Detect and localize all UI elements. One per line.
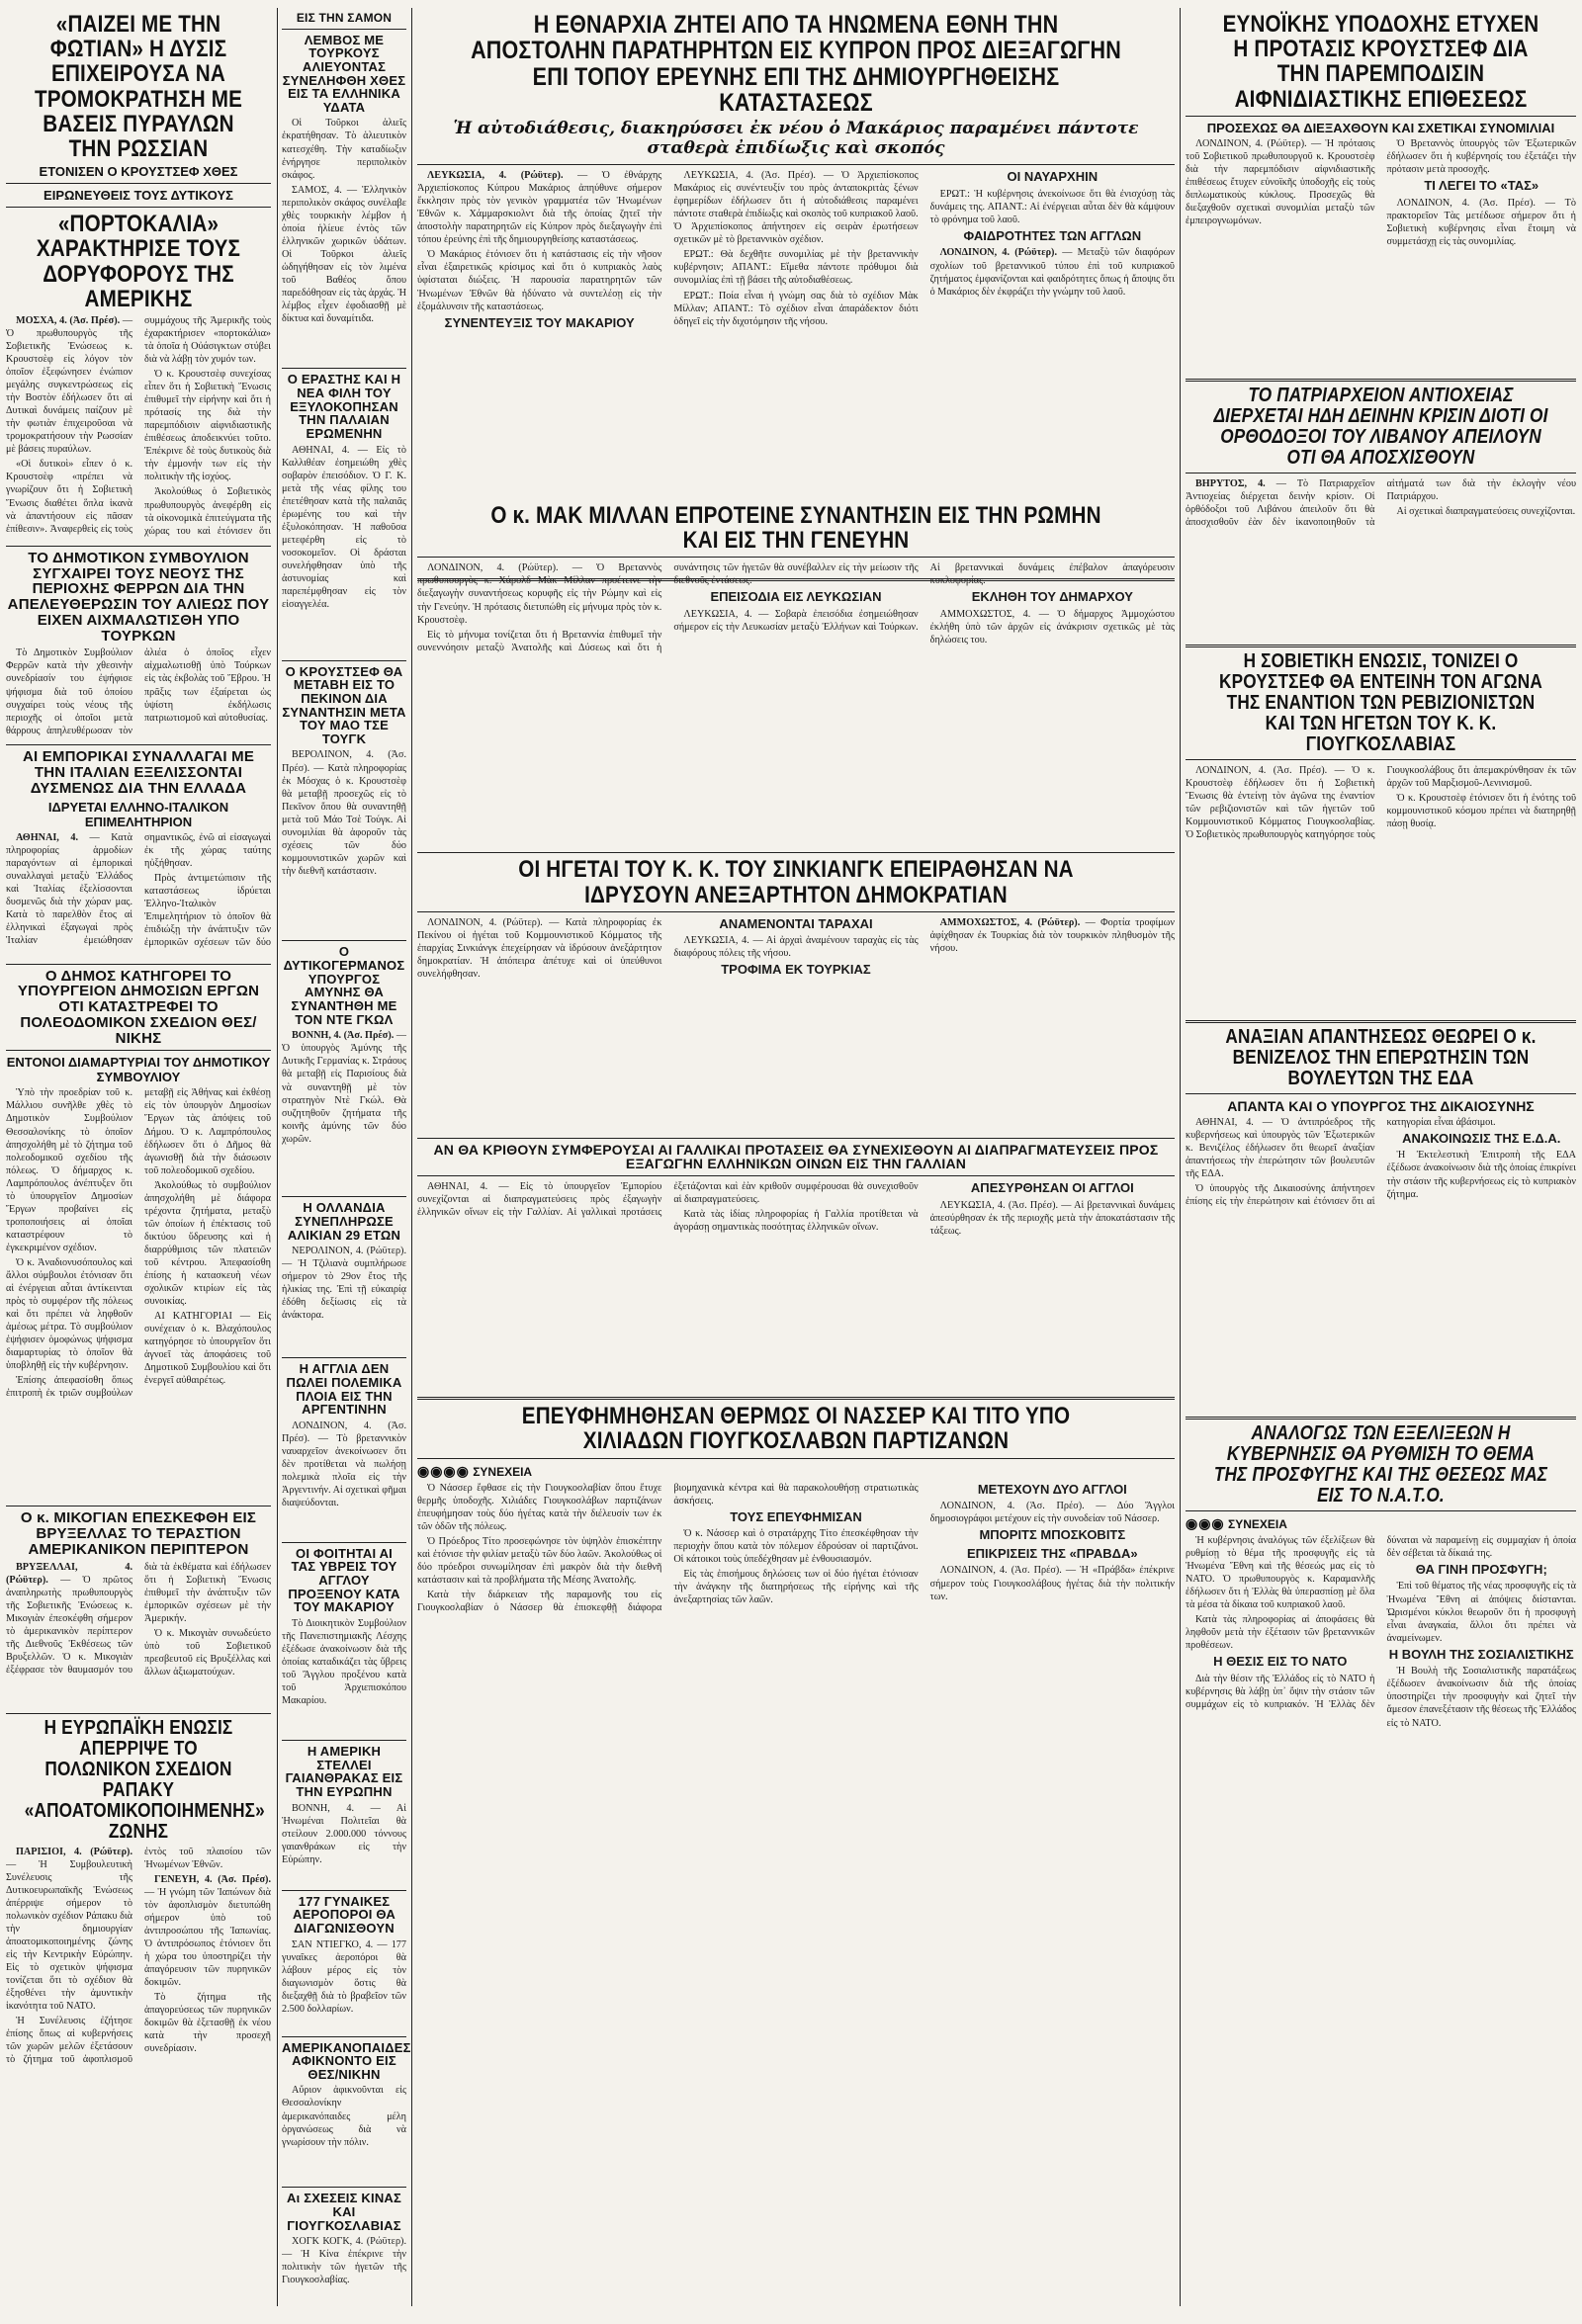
dateline: ΒΟΝΝΗ, 4. (Ἀσ. Πρέσ). [292,1030,395,1042]
column-rule [1180,8,1181,2306]
headline-khrushchev-proposal: ΕΥΝΟΪΚΗΣ ΥΠΟΔΟΧΗΣ ΕΤΥΧΕΝ Η ΠΡΟΤΑΣΙΣ ΚΡΟΥΣΤΣΕΦ ΔΙΑ ΤΗΝ ΠΑΡΕΜΠΟΔΙΣΙΝ ΑΙΦΝΙΔΙΑΣΤΙΚΗΣ ΕΠΙΘΕΣΕΩΣ [1222,11,1539,113]
lead-italic: Ἡ αὐτοδιάθεσις, διακηρύσσει ἐκ νέου ὁ Μακάριος παραμένει πάντοτε σταθερὰ ἐπιδίωξις καὶ σκοπός [453,119,1139,158]
headline-ethnarchy: Η ΕΘΝΑΡΧΙΑ ΖΗΤΕΙ ΑΠΟ ΤΑ ΗΝΩΜΕΝΑ ΕΘΝΗ ΤΗΝ ΑΠΟΣΤΟΛΗΝ ΠΑΡΑΤΗΡΗΤΩΝ ΕΙΣ ΚΥΠΡΟΝ ΠΡΟΣ ΔΙΕΞΑΓΩΓΗΝ ΕΠΙ ΤΟΠΟΥ ΕΡΕΥΝΗΣ ΕΠΙ ΤΗΣ ΔΗΜΙΟΥΡΓΗΘΕΙΣΗΣ ΚΑΤΑΣΤΑΣΕΩΣ [471,11,1121,117]
subhead-socialist: Η ΒΟΥΛΗ ΤΗΣ ΣΟΣΙΑΛΙΣΤΙΚΗΣ [1388,1646,1574,1662]
article-body: Οἱ Τοῦρκοι ἁλιεῖς ἐκρατήθησαν. Τὸ ἁλιευτικὸν κατεσχέθη. Τὴν καταδίωξιν ἐνήργησε περιπολικὸν σκάφος. ΣΑΜΟΣ, 4. — Ἑλληνικὸν περιπολικὸν σκάφος συνέλαβε χθὲς τουρκικὴν λέμβον ἡ ὁποία ἡλίευε ἐντὸς τῶν ἑλληνικῶν χωρικῶν ὑδάτων. Οἱ Τοῦρκοι ἁλιεῖς ὡδηγήθησαν εἰς τὸν λιμένα τοῦ Βαθέος ὅπου παρεδόθησαν εἰς τὰς ἀρχάς. Ἡ λέμβος εἶχεν ἐφοδιασθῇ μὲ δίκτυα καὶ δυναμίτιδα. [282,118,406,325]
article-body: ΑΘΗΝΑΙ, 4. — Εἰς τὸ Καλλιθέαν ἐσημειώθη χθὲς σοβαρὸν ἐπεισόδιον. Ὁ Γ. Κ. μετὰ τῆς νέας φίλης του ἐπετέθησαν κατὰ τῆς παλαιᾶς ἐρωμένης του καὶ τὴν ἐξυλοκόπησαν. Ἡ παθοῦσα μετεφέρθη εἰς τὸ νοσοκομεῖον. Οἱ δράσται συνελήφθησαν ὑπὸ τῆς ἀστυνομίας καὶ παρεπέμφθησαν εἰς τὸν εἰσαγγελέα. [282,444,406,611]
headline-municipal: ΤΟ ΔΗΜΟΤΙΚΟΝ ΣΥΜΒΟΥΛΙΟΝ ΣΥΓΧΑΙΡΕΙ ΤΟΥΣ ΝΕΟΥΣ ΤΗΣ ΠΕΡΙΟΧΗΣ ΦΕΡΡΩΝ ΔΙΑ ΤΗΝ ΑΠΕΛΕΥΘΕΡΩΣΙΝ ΤΟΥ ΑΛΙΕΩΣ ΠΟΥ ΕΙΧΕΝ ΑΙΧΜΑΛΩΤΙΣΘΗ ΥΠΟ ΤΟΥΡΚΩΝ [7,549,270,645]
article-body: Αὔριον ἀφικνοῦνται εἰς Θεσσαλονίκην ἀμερικανόπαιδες μέλη ὀργανώσεως διὰ νὰ γνωρίσουν τὴν πόλιν. [282,2085,406,2148]
headline-warships: Η ΑΓΓΛΙΑ ΔΕΝ ΠΩΛΕΙ ΠΟΛΕΜΙΚΑ ΠΛΟΙΑ ΕΙΣ ΤΗΝ ΑΡΓΕΝΤΙΝΗΝ [286,1361,402,1418]
kicker-samos: ΕΙΣ ΤΗΝ ΣΑΜΟΝ [296,11,393,25]
headline-patriarchate: ΤΟ ΠΑΤΡΙΑΡΧΕΙΟΝ ΑΝΤΙΟΧΕΙΑΣ ΔΙΕΡΧΕΤΑΙ ΗΔΗ ΔΕΙΝΗΝ ΚΡΙΣΙΝ ΔΙΟΤΙ ΟΙ ΟΡΘΟΔΟΞΟΙ ΤΟΥ ΛΙΒΑΝΟΥ ΑΠΕΙΛΟΥΝ ΟΤΙ ΘΑ ΑΠΟΣΧΙΣΘΟΥΝ [1213,384,1548,469]
dateline: ΑΘΗΝΑΙ, 4. [16,831,79,843]
column-b [282,8,411,2324]
headline-wines: ΑΝ ΘΑ ΚΡΙΘΟΥΝ ΣΥΜΦΕΡΟΥΣΑΙ ΑΙ ΓΑΛΛΙΚΑΙ ΠΡΟΤΑΣΕΙΣ ΘΑ ΣΥΝΕΧΙΣΘΟΥΝ ΑΙ ΔΙΑΠΡΑΓΜΑΤΕΥΣΕΙΣ ΠΡΟΣ ΕΞΑΓΩΓΗΝ ΕΛΛΗΝΙΚΩΝ ΟΙΝΩΝ ΕΙΣ ΤΗΝ ΓΑΛΛΙΑΝ [433,1141,1159,1172]
column-rule [277,8,278,2306]
subhead-protests: ΕΝΤΟΝΟΙ ΔΙΑΜΑΡΤΥΡΙΑΙ ΤΟΥ ΔΗΜΟΤΙΚΟΥ ΣΥΜΒΟΥΛΙΟΥ [6,1055,271,1085]
subhead-recourse: ΘΑ ΓΙΝΗ ΠΡΟΣΦΥΓΗ; [1415,1561,1547,1577]
article-body: ΛΟΝΔΙΝΟΝ, 4. (Ἀσ. Πρέσ). — Ὁ κ. Κρουστσὲφ ἐδήλωσεν ὅτι ἡ Σοβιετικὴ Ἕνωσις θὰ ἐντείνῃ τὸν ἀγῶνα της ἐναντίον τῶν ρεβιζιονιστῶν καὶ τῶν ἡγετῶν τοῦ Κομμουνιστικοῦ Κόμματος Γιουγκοσλαβίας. Ὁ Σοβιετικὸς πρωθυπουργὸς κατηγόρησε τοὺς Γιουγκοσλάβους ὅτι ἀπεμακρύνθησαν ἐκ τῶν ἀρχῶν τοῦ Μαρξισμοῦ-Λενινισμοῦ. Ὁ κ. Κρουστσὲφ ἐτόνισεν ὅτι ἡ ἑνότης τοῦ κομμουνιστικοῦ κόσμου πρέπει νὰ διατηρηθῇ πάσῃ θυσίᾳ. [1186,764,1576,840]
headline-american-kids: ΑΜΕΡΙΚΑΝΟΠΑΙΔΕΣ ΑΦΙΚΝΟΝΤΟ ΕΙΣ ΘΕΣ/ΝΙΚΗΝ [282,2039,411,2082]
headline-italy-trade: ΑΙ ΕΜΠΟΡΙΚΑΙ ΣΥΝΑΛΛΑΓΑΙ ΜΕ ΤΗΝ ΙΤΑΛΙΑΝ ΕΞΕΛΙΣΣΟΝΤΑΙ ΔΥΣΜΕΝΩΣ ΔΙΑ ΤΗΝ ΕΛΛΑΔΑ [22,748,255,797]
subhead-justice: ΑΠΑΝΤΑ ΚΑΙ Ο ΥΠΟΥΡΓΟΣ ΤΗΣ ΔΙΚΑΙΟΣΥΝΗΣ [1227,1097,1535,1114]
article-body: ΜΟΣΧΑ, 4. (Ἀσ. Πρέσ). — Ὁ πρωθυπουργὸς τῆς Σοβιετικῆς Ἑνώσεως κ. Κρουστσὲφ εἰς λόγον τὸν ὁποῖον ἐξεφώνησεν ἐνώπιον μεγάλης συγκεντρώσεως εἰς τὴν Βοστὸν ἐδήλωσεν ὅτι αἱ Δυτικαὶ δυνάμεις παίζουν μὲ τὴν φωτιὰν ἐπιχειροῦσαι νὰ τρομοκρατήσουν τὴν Ρωσσίαν μὲ βάσεις πυραύλων. «Οἱ δυτικοὶ» εἶπεν ὁ κ. Κρουστσὲφ «πρέπει νὰ γνωρίζουν ὅτι ἡ Σοβιετικὴ Ἕνωσις διαθέτει ὅπλα ἱκανὰ νὰ ἀπαντήσουν εἰς πᾶσαν ἐπίθεσιν». Ἀναφερθεὶς εἰς τοὺς συμμάχους τῆς Ἀμερικῆς τοὺς ἐχαρακτήρισεν «πορτοκάλια» τὰ ὁποῖα ἡ Οὐάσιγκτων στύβει διὰ νὰ λάβῃ τὸν χυμόν των. Ὁ κ. Κρουστσὲφ συνεχίσας εἶπεν ὅτι ἡ Σοβιετικὴ Ἕνωσις ἐπιθυμεῖ τὴν εἰρήνην καὶ ὅτι ἡ πρότασίς της διὰ τὴν παρεμπόδισιν αἰφνιδιαστικῆς ἐπιθέσεως ἀποδεικνύει τοῦτο. Ἐπέκρινε δὲ τοὺς δυτικοὺς διὰ τὴν ἐμμονήν των εἰς τὴν πολιτικὴν τῆς ἰσχύος. Ἀκολούθως ὁ Σοβιετικὸς πρωθυπουργὸς ἀνεφέρθη εἰς τὰ οἰκονομικὰ ἐπιτεύγματα τῆς χώρας του καὶ ἐτόνισεν ὅτι [6,314,271,537]
headline-nato: ΑΝΑΛΟΓΩΣ ΤΩΝ ΕΞΕΛΙΞΕΩΝ Η ΚΥΒΕΡΝΗΣΙΣ ΘΑ ΡΥΘΜΙΣΗ ΤΟ ΘΕΜΑ ΤΗΣ ΠΡΟΣΦΥΓΗΣ ΚΑΙ ΤΗΣ ΘΕΣΕΩΣ ΜΑΣ ΕΙΣ ΤΟ Ν.Α.Τ.Ο. [1213,1421,1548,1506]
subhead-two-english: ΜΕΤΕΧΟΥΝ ΔΥΟ ΑΓΓΛΟΙ [977,1481,1127,1497]
article-body: ΛΟΝΔΙΝΟΝ, 4. (Ρώϋτερ). — Κατὰ πληροφορίας ἐκ Πεκίνου οἱ ἡγέται τοῦ Κομμουνιστικοῦ Κόμματος τῆς ἐπαρχίας Σινκιάνγκ ἐπεχείρησαν νὰ ἱδρύσουν ἀνεξάρτητον δημοκρατίαν. Ἡ ἀπόπειρα ἀπέτυχε καὶ οἱ ὑπεύθυνοι συνελήφθησαν. ΑΝΑΜΕΝΟΝΤΑΙ ΤΑΡΑΧΑΙ ΛΕΥΚΩΣΙΑ, 4. — Αἱ ἀρχαὶ ἀναμένουν ταραχὰς εἰς τὰς διαφόρους πόλεις τῆς νήσου. ΤΡΟΦΙΜΑ ΕΚ ΤΟΥΡΚΙΑΣ ΑΜΜΟΧΩΣΤΟΣ, 4. (Ρώϋτερ). — Φορτία τροφίμων ἀφίχθησαν ἐκ Τουρκίας διὰ τὸν τουρκικὸν πληθυσμὸν τῆς νήσου. [417,915,1175,980]
dingbat-icon: ◉◉◉◉ [417,1462,470,1479]
headline-defence-minister: Ο ΔΥΤΙΚΟΓΕΡΜΑΝΟΣ ΥΠΟΥΡΓΟΣ ΑΜΥΝΗΣ ΘΑ ΣΥΝΑΝΤΗΘΗ ΜΕ ΤΟΝ ΝΤΕ ΓΚΩΛ [283,944,405,1027]
headline-china-yugoslavia: Αι ΣΧΕΣΕΙΣ ΚΙΝΑΣ ΚΑΙ ΓΙΟΥΓΚΟΣΛΑΒΙΑΣ [286,2191,402,2233]
continuation-text: ΣΥΝΕΧΕΙΑ [1228,1516,1287,1531]
column-a [6,8,271,2122]
subhead-tass: ΤΙ ΛΕΓΕΙ ΤΟ «ΤΑΣ» [1424,177,1539,193]
headline-nasser-tito: ΕΠΕΥΦΗΜΗΘΗΣΑΝ ΘΕΡΜΩΣ ΟΙ ΝΑΣΣΕΡ ΚΑΙ ΤΙΤΟ ΥΠΟ ΧΙΛΙΑΔΩΝ ΓΙΟΥΓΚΟΣΛΑΒΩΝ ΠΑΡΤΙΖΑΝΩΝ [521,1403,1071,1455]
subhead-incidents: ΕΠΕΙΣΟΔΙΑ ΕΙΣ ΛΕΥΚΩΣΙΑΝ [710,589,882,605]
headline-oranges: «ΠΟΡΤΟΚΑΛΙΑ» ΧΑΡΑΚΤΗΡΙΣΕ ΤΟΥΣ ΔΟΡΥΦΟΡΟΥΣ ΤΗΣ ΑΜΕΡΙΚΗΣ [36,211,241,312]
dingbat-icon: ◉◉◉ [1186,1514,1225,1531]
dateline: ΒΗΡΥΤΟΣ, 4. [1195,477,1266,489]
headline-aviators: 177 ΓΥΝΑΙΚΕΣ ΑΕΡΟΠΟΡΟΙ ΘΑ ΔΙΑΓΩΝΙΣΘΟΥΝ [293,1893,396,1936]
dateline: ΠΑΡΙΣΙΟΙ, 4. (Ρώϋτερ). [16,1846,132,1857]
article-body: ΛΟΝΔΙΝΟΝ, 4. (Ρώϋτερ). — Ὁ Βρεταννὸς πρωθυπουργὸς κ. Χάρολδ Μὰκ Μίλλαν προέτεινε τὴν διεξαγωγὴν συναντήσεως κορυφῆς εἰς τὴν Ρώμην καὶ εἰς τὴν Γενεύην. Ἡ πρότασις διετυπώθη εἰς μήνυμα πρὸς τὸν κ. Κρουστσὲφ. Εἰς τὸ μήνυμα τονίζεται ὅτι ἡ Βρεταννία ἐπιθυμεῖ τὴν συνεννόησιν μεταξὺ Ἀνατολῆς καὶ Δύσεως καὶ ὅτι ἡ συνάντησις τῶν ἡγετῶν θὰ συνέβαλλεν εἰς τὴν μείωσιν τῆς διεθνοῦς ἐντάσεως. ΕΠΕΙΣΟΔΙΑ ΕΙΣ ΛΕΥΚΩΣΙΑΝ ΛΕΥΚΩΣΙΑ, 4. — Σοβαρὰ ἐπεισόδια ἐσημειώθησαν σήμερον εἰς τὴν Λευκωσίαν μεταξὺ Ἑλλήνων καὶ Τούρκων. Αἱ βρεταννικαὶ δυνάμεις ἐπέβαλον ἀπαγόρευσιν κυκλοφορίας. ΕΚΛΗΘΗ ΤΟΥ ΔΗΜΑΡΧΟΥ ΑΜΜΟΧΩΣΤΟΣ, 4. — Ὁ δήμαρχος Ἀμμοχώστου ἐκλήθη ὑπὸ τῶν ἀρχῶν εἰς ἀνάκρισιν σχετικῶς μὲ τὰς δηλώσεις του. [417,562,1175,653]
subhead-unrest: ΑΝΑΜΕΝΟΝΤΑΙ ΤΑΡΑΧΑΙ [719,915,873,931]
headline-holland: Η ΟΛΛΑΝΔΙΑ ΣΥΝΕΠΛΗΡΩΣΕ ΑΛΙΚΙΑΝ 29 ΕΤΩΝ [287,1200,401,1243]
continuation-label [417,1463,1175,1480]
headline-european-union: Η ΕΥΡΩΠΑΪΚΗ ΕΝΩΣΙΣ ΑΠΕΡΡΙΨΕ ΤΟ ΠΟΛΩΝΙΚΟΝ ΣΧΕΔΙΟΝ ΡΑΠΑΚΥ «ΑΠΟΑΤΟΜΙΚΟΠΟΙΗΜΕΝΗΣ» ΖΩΝΗΣ [24,1716,265,1843]
headline-lover: Ο ΕΡΑΣΤΗΣ ΚΑΙ Η ΝΕΑ ΦΙΛΗ ΤΟΥ ΕΞΥΛΟΚΟΠΗΣΑΝ ΤΗΝ ΠΑΛΑΙΑΝ ΕΡΩΜΕΝΗΝ [287,372,401,441]
article-body: ΒΟΝΝΗ, 4. (Ἀσ. Πρέσ). — Ὁ ὑπουργὸς Ἀμύνης τῆς Δυτικῆς Γερμανίας κ. Στράους θὰ μεταβῇ εἰς Παρισίους διὰ νὰ συναντηθῇ μὲ τὸν στρατηγὸν Ντὲ Γκώλ. Θὰ συζητηθοῦν ζητήματα τῆς κοινῆς ἀμύνης τῶν δύο χωρῶν. [282,1030,406,1145]
subhead-talks: ΠΡΟΣΕΧΩΣ ΘΑ ΔΙΕΞΑΧΘΟΥΝ ΚΑΙ ΣΧΕΤΙΚΑΙ ΣΥΝΟΜΙΛΙΑΙ [1206,120,1555,135]
article-body: ΣΑΝ ΝΤΙΕΓΚΟ, 4. — 177 γυναῖκες ἀεροπόροι θὰ λάβουν μέρος εἰς τὸν διαγωνισμὸν ὅστις θὰ διεξαχθῇ διὰ τὸ βραβεῖον τῶν 2.500 δολλαρίων. [282,1938,406,2015]
article-body: ΒΟΝΝΗ, 4. — Αἱ Ἡνωμέναι Πολιτεῖαι θὰ στείλουν 2.000.000 τόννους γαιανθράκων εἰς τὴν Εὐρώπην. [282,1802,406,1865]
dateline: ΑΜΜΟΧΩΣΤΟΣ, 4. (Ρώϋτερ). [939,916,1081,928]
subhead-boskovic: ΜΠΟΡΙΤΣ ΜΠΟΣΚΟΒΙΤΣ [979,1527,1126,1543]
continuation-label [1186,1515,1576,1532]
subhead-english: ΦΑΙΔΡΟΤΗΤΕΣ ΤΩΝ ΑΓΓΛΩΝ [963,227,1142,243]
subhead-mayor: ΕΚΛΗΘΗ ΤΟΥ ΔΗΜΑΡΧΟΥ [971,589,1133,605]
article-body: ΒΕΡΟΛΙΝΟΝ, 4. (Ἀσ. Πρέσ). — Κατὰ πληροφορίας ἐκ Μόσχας ὁ κ. Κρουστσὲφ θὰ μεταβῇ προσεχῶς εἰς τὸ Πεκῖνον ὅπου θὰ συναντηθῇ μετὰ τοῦ Μάο Τσὲ Τούγκ. Αἱ συνομιλίαι θὰ ἀφοροῦν τὰς σχέσεις τῶν δύο κομμουνιστικῶν χωρῶν καὶ τὴν διεθνῆ κατάστασιν. [282,749,406,877]
subhead-admiralty: ΟΙ ΝΑΥΑΡΧΗΙΝ [1007,169,1099,185]
headline-macmillan: Ο κ. ΜΑΚ ΜΙΛΛΑΝ ΕΠΡΟΤΕΙΝΕ ΣΥΝΑΝΤΗΣΙΝ ΕΙΣ ΤΗΝ ΡΩΜΗΝ ΚΑΙ ΕΙΣ ΤΗΝ ΓΕΝΕΥΗΝ [490,502,1101,555]
article-body: ΛΟΝΔΙΝΟΝ, 4. (Ρώϋτερ). — Ἡ πρότασις τοῦ Σοβιετικοῦ πρωθυπουργοῦ κ. Κρουστσὲφ διὰ τὴν παρεμπόδισιν αἰφνιδιαστικῆς ἐπιθέσεως ἔτυχεν εὐνοϊκῆς ὑποδοχῆς εἰς τοὺς διπλωματικοὺς κύκλους. Προσεχῶς θὰ διεξαχθοῦν σχετικαὶ συνομιλίαι μεταξὺ τῶν ἐμπειρογνωμόνων. Ὁ Βρεταννὸς ὑπουργὸς τῶν Ἐξωτερικῶν ἐδήλωσεν ὅτι ἡ κυβέρνησίς του ἐξετάζει τὴν πρότασιν μετὰ προσοχῆς. ΤΙ ΛΕΓΕΙ ΤΟ «ΤΑΣ» ΛΟΝΔΙΝΟΝ, 4. (Ἀσ. Πρέσ). — Τὸ πρακτορεῖον Τὰς μετέδωσε σήμερον ὅτι ἡ Σοβιετικὴ κυβέρνησις εἶναι ἕτοιμη νὰ συμμετάσχῃ εἰς τὰς συνομιλίας. [1186,137,1576,247]
subhead-interview: ΣΥΝΕΝΤΕΥΞΙΣ ΤΟΥ ΜΑΚΑΡΙΟΥ [444,314,635,330]
headline-soviet-union: Η ΣΟΒΙΕΤΙΚΗ ΕΝΩΣΙΣ, ΤΟΝΙΖΕΙ Ο ΚΡΟΥΣΤΣΕΦ ΘΑ ΕΝΤΕΙΝΗ ΤΟΝ ΑΓΩΝΑ ΤΗΣ ΕΝΑΝΤΙΟΝ ΤΩΝ ΡΕΒΙΖΙΟΝΙΣΤΩΝ ΚΑΙ ΤΩΝ ΗΓΕΤΩΝ ΤΟΥ Κ. Κ. ΓΙΟΥΓΚΟΣΛΑΒΙΑΣ [1219,649,1542,755]
article-body: ΑΘΗΝΑΙ, 4. — Ὁ ἀντιπρόεδρος τῆς κυβερνήσεως καὶ ὑπουργὸς τῶν Ἐξωτερικῶν κ. Βενιζέλος ἐδήλωσεν ὅτι θεωρεῖ ἀναξίαν ἀπαντήσεως τὴν ἐπερώτησιν τῶν βουλευτῶν τῆς ΕΔΑ. Ὁ ὑπουργὸς τῆς Δικαιοσύνης ἀπήντησεν ἐπίσης εἰς τὴν ἐπερώτησιν καὶ ἐτόνισεν ὅτι αἱ κατηγορίαι εἶναι ἀβάσιμοι. ΑΝΑΚΟΙΝΩΣΙΣ ΤΗΣ Ε.Δ.Α. Ἡ Ἐκτελεστικὴ Ἐπιτροπὴ τῆς ΕΔΑ ἐξέδωσε ἀνακοίνωσιν διὰ τῆς ὁποίας ἐπικρίνει τὴν στάσιν τῆς κυβερνήσεως εἰς τὸ κυπριακὸν ζήτημα. [1186,1116,1576,1208]
subhead-khrushchev: ΕΤΟΝΙΣΕΝ Ο ΚΡΟΥΣΤΣΕΦ ΧΘΕΣ [39,164,238,180]
subhead-chamber: ΙΔΡΥΕΤΑΙ ΕΛΛΗΝΟ-ΙΤΑΛΙΚΟΝ ΕΠΙΜΕΛΗΤΗΡΙΟΝ [47,799,229,829]
headline-public-works: Ο ΔΗΜΟΣ ΚΑΤΗΓΟΡΕΙ ΤΟ ΥΠΟΥΡΓΕΙΟΝ ΔΗΜΟΣΙΩΝ ΕΡΓΩΝ ΟΤΙ ΚΑΤΑΣΤΡΕΦΕΙ ΤΟ ΠΟΛΕΟΔΟΜΙΚΟΝ ΣΧΕΔΙΟΝ ΘΕΣ/ΝΙΚΗΣ [17,967,260,1047]
subhead-western: ΕΙΡΩΝΕΥΘΕΙΣ ΤΟΥΣ ΔΥΤΙΚΟΥΣ [44,188,233,204]
article-body: Ὁ Νάσσερ ἔφθασε εἰς τὴν Γιουγκοσλαβίαν ὅπου ἔτυχε θερμῆς ὑποδοχῆς. Χιλιάδες Γιουγκοσλάβων παρτιζάνων ἐπευφήμησαν τοὺς δύο ἡγέτας κατὰ τὴν διέλευσίν των ἐκ τῶν ὁδῶν τῆς πόλεως. Ὁ Πρόεδρος Τίτο προσεφώνησε τὸν ὑψηλὸν ἐπισκέπτην καὶ ἐτόνισε τὴν φιλίαν μεταξὺ τῶν δύο λαῶν. Ἀκολούθως οἱ δύο πρόεδροι συνωμίλησαν ἐπὶ μακρὸν διὰ τὴν διεθνῆ κατάστασιν καὶ τὰ προβλήματα τῆς Μέσης Ἀνατολῆς. Κατὰ τὴν διάρκειαν τῆς παραμονῆς του εἰς Γιουγκοσλαβίαν ὁ Νάσσερ θὰ ἐπισκεφθῇ διάφορα βιομηχανικὰ κέντρα καὶ θὰ παρακολουθήσῃ στρατιωτικὰς ἀσκήσεις. ΤΟΥΣ ΕΠΕΥΦΗΜΙΣΑΝ Ὁ κ. Νάσσερ καὶ ὁ στρατάρχης Τίτο ἐπεσκέφθησαν τὴν περιοχὴν ὅπου κατὰ τὸν πόλεμον ἐδρούσαν οἱ παρτιζάνοι. Οἱ κάτοικοι τοὺς ὑπεδέχθησαν μὲ ἐνθουσιασμόν. Εἰς τὰς ἐπισήμους δηλώσεις των οἱ δύο ἡγέται ἐτόνισαν τὴν ἀνάγκην τῆς διατηρήσεως τῆς εἰρήνης καὶ τῆς ἀνεξαρτησίας τῶν λαῶν. ΜΕΤΕΧΟΥΝ ΔΥΟ ΑΓΓΛΟΙ ΛΟΝΔΙΝΟΝ, 4. (Ἀσ. Πρέσ). — Δύο Ἄγγλοι δημοσιογράφοι μετέχουν εἰς τὴν συνοδείαν τοῦ Νάσσερ. ΜΠΟΡΙΤΣ ΜΠΟΣΚΟΒΙΤΣ ΕΠΙΚΡΙΣΕΙΣ ΤΗΣ «ΠΡΑΒΔΑ» ΛΟΝΔΙΝΟΝ, 4. (Ἀσ. Πρέσ). — Ἡ «Πράβδα» ἐπέκρινε σήμερον τοὺς Γιουγκοσλάβους ἡγέτας διὰ τὴν πολιτικήν των. [417,1481,1175,1613]
subhead-withdrew: ΑΠΕΣΥΡΘΗΣΑΝ ΟΙ ΑΓΓΛΟΙ [970,1180,1134,1196]
article-body: ΒΗΡΥΤΟΣ, 4. — Τὸ Πατριαρχεῖον Ἀντιοχείας διέρχεται δεινὴν κρίσιν. Οἱ ὀρθόδοξοι τοῦ Λιβάνου ἀπειλοῦν ὅτι θὰ ἀποσχισθοῦν ἐὰν δὲν ἱκανοποιηθοῦν τὰ αἰτήματά των διὰ τὴν ἐκλογὴν νέου Πατριάρχου. Αἱ σχετικαὶ διαπραγματεύσεις συνεχίζονται. [1186,477,1576,528]
headline-fire: «ΠΑΙΖΕΙ ΜΕ ΤΗΝ ΦΩΤΙΑΝ» Η ΔΥΣΙΣ ΕΠΙΧΕΙΡΟΥΣΑ ΝΑ ΤΡΟΜΟΚΡΑΤΗΣΗ ΜΕ ΒΑΣΕΙΣ ΠΥΡΑΥΛΩΝ ΤΗΝ ΡΩΣΣΙΑΝ [34,11,243,162]
article-body: Ἡ κυβέρνησις ἀναλόγως τῶν ἐξελίξεων θὰ ρυθμίσῃ τὸ θέμα τῆς προσφυγῆς εἰς τὰ Ἡνωμένα Ἔθνη καὶ τῆς θέσεώς μας εἰς τὸ ΝΑΤΟ. Ὁ πρωθυπουργὸς κ. Καραμανλῆς ἐδήλωσεν ὅτι ἡ Ἑλλὰς θὰ ὑπερασπίσῃ μὲ ὅλα τὰ μέσα τὰ δίκαια τοῦ κυπριακοῦ λαοῦ. Κατὰ τὰς πληροφορίας αἱ ἀποφάσεις θὰ ληφθοῦν μετὰ τὴν ἐξέτασιν τῶν βρεταννικῶν προθέσεων. Η ΘΕΣΙΣ ΕΙΣ ΤΟ ΝΑΤΟ Διὰ τὴν θέσιν τῆς Ἑλλάδος εἰς τὸ ΝΑΤΟ ἡ κυβέρνησις θὰ λάβῃ ὑπ᾿ ὄψιν τὴν στάσιν τῶν συμμάχων εἰς τὸ κυπριακόν. Ἡ Ἑλλὰς δὲν δύναται νὰ παραμείνῃ εἰς συμμαχίαν ἡ ὁποία δὲν σέβεται τὰ δίκαιά της. ΘΑ ΓΙΝΗ ΠΡΟΣΦΥΓΗ; Ἐπὶ τοῦ θέματος τῆς νέας προσφυγῆς εἰς τὰ Ἡνωμένα Ἔθνη αἱ ἀπόψεις διίστανται. Ὡρισμένοι κύκλοι θεωροῦν ὅτι ἡ προσφυγὴ εἶναι ἀναγκαία, ἄλλοι ὅτι πρέπει νὰ ἀναμείνωμεν. Η ΒΟΥΛΗ ΤΗΣ ΣΟΣΙΑΛΙΣΤΙΚΗΣ Ἡ Βουλὴ τῆς Σοσιαλιστικῆς παρατάξεως ἐξέδωσεν ἀνακοίνωσιν διὰ τῆς ὁποίας ὑποστηρίζει τὴν προσφυγὴν καὶ ζητεῖ τὴν ἄμεσον ἐπανεξέτασιν τῆς θέσεως τῆς Ἑλλάδος εἰς τὸ ΝΑΤΟ. [1186,1534,1576,1729]
subhead-eda: ΑΝΑΚΟΙΝΩΣΙΣ ΤΗΣ Ε.Δ.Α. [1402,1130,1561,1146]
article-body: ΛΟΝΔΙΝΟΝ, 4. (Ἀσ. Πρέσ). — Τὸ βρεταννικὸν ναυαρχεῖον ἀνεκοίνωσεν ὅτι δὲν προτίθεται νὰ πωλήσῃ πολεμικὰ πλοῖα εἰς τὴν Ἀργεντινήν. Αἱ σχετικαὶ φῆμαι διαψεύδονται. [282,1420,406,1509]
article-body: ΛΕΥΚΩΣΙΑ, 4. (Ρώϋτερ). — Ὁ ἐθνάρχης Ἀρχιεπίσκοπος Κύπρου Μακάριος ἀπηύθυνε σήμερον ἔκκλησιν πρὸς τὸν γενικὸν γραμματέα τῶν Ἡνωμένων Ἐθνῶν κ. Χάμμαρσκιολντ διὰ τῆς ὁποίας ζητεῖ τὴν ἀποστολὴν παρατηρητῶν εἰς Κύπρον πρὸς διεξαγωγὴν ἐπὶ τόπου ἐρεύνης ἐπὶ τῆς δημιουργηθείσης καταστάσεως. Ὁ Μακάριος ἐτόνισεν ὅτι ἡ κατάστασις εἰς τὴν νῆσον εἶναι ἐξαιρετικῶς κρίσιμος καὶ ὅτι ὁ κυπριακὸς λαὸς ὑφίσταται διώξεις. Ἡ παρουσία παρατηρητῶν τῶν Ἡνωμένων Ἐθνῶν θὰ ἠδύνατο νὰ συντελέσῃ εἰς τὴν ἐξομάλυνσιν τῆς καταστάσεως. ΣΥΝΕΝΤΕΥΞΙΣ ΤΟΥ ΜΑΚΑΡΙΟΥ ΛΕΥΚΩΣΙΑ, 4. (Ἀσ. Πρέσ). — Ὁ Ἀρχιεπίσκοπος Μακάριος εἰς συνέντευξίν του πρὸς ἀνταποκριτὰς ξένων ἐφημερίδων ἐδήλωσεν ὅτι ἡ αὐτοδιάθεσις παραμένει πάντοτε σταθερὰ ἐπιδίωξις καὶ σκοπὸς τοῦ κυπριακοῦ λαοῦ. Ὁ Ἀρχιεπίσκοπος ἀπήντησεν εἰς σειρὰν ἐρωτήσεων σχετικῶν μὲ τὸ βρεταννικὸν σχέδιον. ΕΡΩΤ.: Θὰ δεχθῆτε συνομιλίας μὲ τὴν βρεταννικὴν κυβέρνησιν; ΑΠΑΝΤ.: Εἴμεθα πάντοτε πρόθυμοι διὰ συνομιλίας ἐπὶ τῇ βάσει τῆς αὐτοδιαθέσεως. ΕΡΩΤ.: Ποία εἶναι ἡ γνώμη σας διὰ τὸ σχέδιον Μὰκ Μίλλαν; ΑΠΑΝΤ.: Τὸ σχέδιον εἶναι ἀπαράδεκτον διότι ὁδηγεῖ εἰς τὴν διχοτόμησιν τῆς νήσου. ΟΙ ΝΑΥΑΡΧΗΙΝ ΕΡΩΤ.: Ἡ κυβέρνησις ἀνεκοίνωσε ὅτι θὰ ἐνισχύσῃ τὰς δυνάμεις της. ΑΠΑΝΤ.: Αἱ ἐνέργειαι αὗται δὲν θὰ κάμψουν τὸ φρόνημα τοῦ λαοῦ. ΦΑΙΔΡΟΤΗΤΕΣ ΤΩΝ ΑΓΓΛΩΝ ΛΟΝΔΙΝΟΝ, 4. (Ρώϋτερ). — Μεταξὺ τῶν διαφόρων σχολίων τοῦ βρεταννικοῦ τύπου ἐπὶ τοῦ κυπριακοῦ ζητήματος ἐμφανίζονται καὶ φαιδρότητες ὅπως ἡ ἄποψις ὅτι ὁ Μακάριος δὲν ἐκφράζει τὴν γνώμην τοῦ λαοῦ. [417,169,1175,330]
center-section [417,499,1175,2060]
article-body: ΑΘΗΝΑΙ, 4. — Κατὰ πληροφορίας ἁρμοδίων παραγόντων αἱ ἐμπορικαὶ συναλλαγαὶ μεταξὺ Ἑλλάδος καὶ Ἰταλίας ἐξελίσσονται δυσμενῶς διὰ τὴν χώραν μας. Κατὰ τὸ παρελθὸν ἔτος αἱ ἑλληνικαὶ ἐξαγωγαὶ πρὸς Ἰταλίαν ἐμειώθησαν σημαντικῶς, ἐνῶ αἱ εἰσαγωγαὶ ἐκ τῆς χώρας ταύτης ηὐξήθησαν. Πρὸς ἀντιμετώπισιν τῆς καταστάσεως ἱδρύεται Ἑλληνο-Ἰταλικὸν Ἐπιμελητήριον τὸ ὁποῖον θὰ ἐπιδιώξῃ τὴν ἀνάπτυξιν τῶν ἐμπορικῶν σχέσεων τῶν δύο [6,831,271,948]
headline-boat: ΛΕΜΒΟΣ ΜΕ ΤΟΥΡΚΟΥΣ ΑΛΙΕΥΟΝΤΑΣ ΣΥΝΕΛΗΦΘΗ ΧΘΕΣ ΕΙΣ ΤΑ ΕΛΛΗΝΙΚΑ ΥΔΑΤΑ [282,32,406,115]
continuation-text: ΣΥΝΕΧΕΙΑ [473,1464,533,1479]
article-body: Τὸ Διοικητικὸν Συμβούλιον τῆς Πανεπιστημιακῆς Λέσχης ἐξέδωσε ἀνακοίνωσιν διὰ τῆς ὁποίας καταδικάζει τὰς ὕβρεις τοῦ Ἄγγλου προξένου κατὰ τοῦ Ἀρχιεπισκόπου Μακαρίου. [282,1618,406,1707]
article-body: Τὸ Δημοτικὸν Συμβούλιον Φερρῶν κατὰ τὴν χθεσινὴν συνεδρίασίν του ἐψήφισε ψήφισμα διὰ τοῦ ὁποίου συγχαίρει τοὺς νέους τῆς περιοχῆς οἱ ὁποῖοι μετὰ θάρρους ἀπηλευθέρωσαν τὸν ἁλιέα ὁ ὁποῖος εἶχεν αἰχμαλωτισθῇ ὑπὸ Τούρκων εἰς τὰς ἐκβολὰς τοῦ Ἕβρου. Ἡ πρᾶξις των ἐξαίρεται ὡς ὑψίστη ἐκδήλωσις πατριωτισμοῦ καὶ αὐτοθυσίας. [6,647,271,736]
subhead-nato-position: Η ΘΕΣΙΣ ΕΙΣ ΤΟ ΝΑΤΟ [1213,1654,1348,1670]
article-body: ΧΟΓΚ ΚΟΓΚ, 4. (Ρώϋτερ). — Ἡ Κίνα ἐπέκρινε τὴν πολιτικὴν τῶν ἡγετῶν τῆς Γιουγκοσλαβίας. [282,2236,406,2286]
subhead-cheered: ΤΟΥΣ ΕΠΕΥΦΗΜΙΣΑΝ [730,1508,862,1524]
article-body: ΠΑΡΙΣΙΟΙ, 4. (Ρώϋτερ). — Ἡ Συμβουλευτικὴ Συνέλευσις τῆς Δυτικοευρωπαϊκῆς Ἑνώσεως ἀπέρριψε σήμερον τὸ πολωνικὸν σχέδιον Ράπακυ διὰ τὴν δημιουργίαν ἀποατομικοποιημένης ζώνης εἰς τὴν Κεντρικὴν Εὐρώπην. Εἰς τὸ σχετικὸν ψήφισμα τονίζεται ὅτι τὸ σχέδιον θὰ ἐξησθένει τὴν ἀμυντικὴν ἱκανότητα τοῦ ΝΑΤΟ. Ἡ Συνέλευσις ἐζήτησε ἐπίσης ὅπως αἱ κυβερνήσεις τῶν χωρῶν μελῶν ἐξετάσουν τὸ ζήτημα τοῦ ἀφοπλισμοῦ ἐντὸς τοῦ πλαισίου τῶν Ἡνωμένων Ἐθνῶν. ΓΕΝΕΥΗ, 4. (Ἀσ. Πρέσ). — Ἡ γνώμη τῶν Ἰαπώνων διὰ τὸν ἀφοπλισμὸν διετυπώθη σήμερον ὑπὸ τοῦ ἀντιπροσώπου τῆς Ἰαπωνίας. Ὁ ἀντιπρόσωπος ἐτόνισεν ὅτι ἡ χώρα του ὑποστηρίζει τὴν ἀπαγόρευσιν τῶν πυρηνικῶν δοκιμῶν. Τὸ ζήτημα τῆς ἀπαγορεύσεως τῶν πυρηνικῶν δοκιμῶν θὰ ἐξετασθῇ ἐκ νέου κατὰ τὴν προσεχῆ συνεδρίασιν. [6,1846,271,2066]
subhead-pravda: ΕΠΙΚΡΙΣΕΙΣ ΤΗΣ «ΠΡΑΒΔΑ» [966,1545,1138,1561]
dateline: ΛΕΥΚΩΣΙΑ, 4. (Ρώϋτερ). [427,170,564,182]
headline-students: ΟΙ ΦΟΙΤΗΤΑΙ ΑΙ ΤΑΣ ΥΒΡΕΙΣ ΤΟΥ ΑΓΓΛΟΥ ΠΡΟΞΕΝΟΥ ΚΑΤΑ ΤΟΥ ΜΑΚΑΡΙΟΥ [288,1545,400,1615]
dateline: ΒΡΥΞΕΛΛΑΙ, 4. (Ρώϋτερ). [6,1561,132,1586]
dateline: ΓΕΝΕΥΗ, 4. (Ἀσ. Πρέσ). [154,1873,271,1885]
column-d [1186,8,1576,2137]
column-rule [411,8,412,2306]
headline-sinkiang: ΟΙ ΗΓΕΤΑΙ ΤΟΥ Κ. Κ. ΤΟΥ ΣΙΝΚΙΑΝΓΚ ΕΠΕΙΡΑΘΗΣΑΝ ΝΑ ΙΔΡΥΣΟΥΝ ΑΝΕΞΑΡΤΗΤΟΝ ΔΗΜΟΚΡΑΤΙΑΝ [518,856,1074,908]
dateline: ΛΟΝΔΙΝΟΝ, 4. (Ρώϋτερ). [939,247,1057,259]
headline-peking: Ο ΚΡΟΥΣΤΣΕΦ ΘΑ ΜΕΤΑΒΗ ΕΙΣ ΤΟ ΠΕΚΙΝΟΝ ΔΙΑ ΣΥΝΑΝΤΗΣΙΝ ΜΕΤΑ ΤΟΥ ΜΑΟ ΤΣΕ ΤΟΥΓΚ [282,663,406,746]
article-body: Ὑπὸ τὴν προεδρίαν τοῦ κ. Μάλλιου συνῆλθε χθὲς τὸ Δημοτικὸν Συμβούλιον Θεσσαλονίκης τὸ ὁποῖον ἀπησχολήθη μὲ τὸ ζήτημα τοῦ πολεοδομικοῦ σχεδίου τῆς πόλεως. Ὁ δήμαρχος κ. Λαμπρόπουλος ἀνέπτυξεν ὅτι τὸ ὑπουργεῖον Δημοσίων Ἔργων προβαίνει εἰς τροποποιήσεις αἱ ὁποῖαι καταστρέφουν τὸ ἐγκεκριμένον σχέδιον. Ὁ κ. Ἀναδιονυσόπουλος καὶ ἄλλοι σύμβουλοι ἐτόνισαν ὅτι αἱ ἐνέργειαι αὗται ἀντίκεινται πρὸς τὸ συμφέρον τῆς πόλεως καὶ ὅτι πρέπει νὰ ληφθοῦν ἀμέσως μέτρα. Τὸ συμβούλιον ἐψήφισεν ὁμοφώνως ψήφισμα διαμαρτυρίας τὸ ὁποῖον θὰ ὑποβληθῇ εἰς τὴν κυβέρνησιν. Ἐπίσης ἀπεφασίσθη ὅπως ἐπιτροπὴ ἐκ τριῶν συμβούλων μεταβῇ εἰς Ἀθήνας καὶ ἐκθέσῃ εἰς τὸν ὑπουργὸν Δημοσίων Ἔργων τὰς ἀπόψεις τοῦ Δήμου. Ὁ κ. Λαμπρόπουλος ἐδήλωσεν ὅτι ὁ Δῆμος θὰ ἀγωνισθῇ διὰ τὴν διάσωσιν τοῦ πολεοδομικοῦ σχεδίου. Ἀκολούθως τὸ συμβούλιον ἀπησχολήθη μὲ διάφορα τρέχοντα ζητήματα, μεταξὺ τῶν ὁποίων ἡ ἐπέκτασις τοῦ δικτύου ὕδρευσης καὶ ἡ διαρρύθμισις τῶν πλατειῶν τοῦ κέντρου. Ἀπεφασίσθη ἐπίσης ἡ κατασκευὴ νέων σχολικῶν κτιρίων εἰς τὰς συνοικίας. ΑΙ ΚΑΤΗΓΟΡΙΑΙ — Εἰς συνέχειαν ὁ κ. Βλαχόπουλος κατηγόρησε τὸ ὑπουργεῖον ὅτι ἀγνοεῖ τὰς ἀποφάσεις τοῦ Δημοτικοῦ Συμβουλίου καὶ ὅτι ἐνεργεῖ αὐθαιρέτως. [6,1087,271,1400]
headline-mikoyan: Ο κ. ΜΙΚΟΓΙΑΝ ΕΠΕΣΚΕΦΘΗ ΕΙΣ ΒΡΥΞΕΛΛΑΣ ΤΟ ΤΕΡΑΣΤΙΟΝ ΑΜΕΡΙΚΑΝΙΚΟΝ ΠΕΡΙΠΤΕΡΟΝ [20,1509,257,1558]
article-body: ΒΡΥΞΕΛΛΑΙ, 4. (Ρώϋτερ). — Ὁ πρῶτος ἀναπληρωτὴς πρωθυπουργὸς τῆς Σοβιετικῆς Ἑνώσεως κ. Μικογιὰν ἐπεσκέφθη σήμερον τὸ ἀμερικανικὸν περίπτερον τῆς Διεθνοῦς Ἐκθέσεως τῶν Βρυξελλῶν. Ὁ κ. Μικογιὰν ἐξέφρασε τὸν θαυμασμόν του διὰ τὰ ἐκθέματα καὶ ἐδήλωσεν ὅτι ἡ Σοβιετικὴ Ἕνωσις ἐπιθυμεῖ τὴν ἀνάπτυξιν τῶν ἐμπορικῶν σχέσεων μὲ τὴν Ἀμερικήν. Ὁ κ. Μικογιὰν συνωδεύετο ὑπὸ τοῦ Σοβιετικοῦ πρεσβευτοῦ εἰς Βρυξέλλας καὶ ἄλλων ἀξιωματούχων. [6,1561,271,1678]
headline-coal: Η ΑΜΕΡΙΚΗ ΣΤΕΛΛΕΙ ΓΑΙΑΝΘΡΑΚΑΣ ΕΙΣ ΤΗΝ ΕΥΡΩΠΗΝ [285,1744,403,1799]
article-body: ΑΘΗΝΑΙ, 4. — Εἰς τὸ ὑπουργεῖον Ἐμπορίου συνεχίζονται αἱ διαπραγματεύσεις πρὸς ἐξαγωγὴν ἑλληνικῶν οἴνων εἰς τὴν Γαλλίαν. Αἱ γαλλικαὶ προτάσεις ἐξετάζονται καὶ ἐὰν κριθοῦν συμφέρουσαι θὰ συνεχισθοῦν αἱ διαπραγματεύσεις. Κατὰ τὰς ἰδίας πληροφορίας ἡ Γαλλία προτίθεται νὰ ἀγοράσῃ σημαντικὰς ποσότητας ἑλληνικῶν οἴνων. ΑΠΕΣΥΡΘΗΣΑΝ ΟΙ ΑΓΓΛΟΙ ΛΕΥΚΩΣΙΑ, 4. (Ἀσ. Πρέσ). — Αἱ βρεταννικαὶ δυνάμεις ἀπεσύρθησαν ἐκ τῆς περιοχῆς μετὰ τὴν ἀποκατάστασιν τῆς τάξεως. [417,1180,1175,1237]
dateline: ΜΟΣΧΑ, 4. (Ἀσ. Πρέσ). [16,314,121,326]
article-body: ΝΕΡΟΛΙΝΟΝ, 4. (Ρώϋτερ). — Ἡ Τζιλιανὰ συμπλήρωσε σήμερον τὸ 29ον ἔτος τῆς ἡλικίας της. Ἐπὶ τῇ εὐκαιρίᾳ ἐδόθη δεξίωσις εἰς τὰ ἀνάκτορα. [282,1246,406,1322]
headline-venizelos: ΑΝΑΞΙΑΝ ΑΠΑΝΤΗΣΕΩΣ ΘΕΩΡΕΙ Ο κ. ΒΕΝΙΖΕΛΟΣ ΤΗΝ ΕΠΕΡΩΤΗΣΙΝ ΤΩΝ ΒΟΥΛΕΥΤΩΝ ΤΗΣ ΕΔΑ [1225,1025,1537,1089]
subhead-food: ΤΡΟΦΙΜΑ ΕΚ ΤΟΥΡΚΙΑΣ [721,962,871,978]
